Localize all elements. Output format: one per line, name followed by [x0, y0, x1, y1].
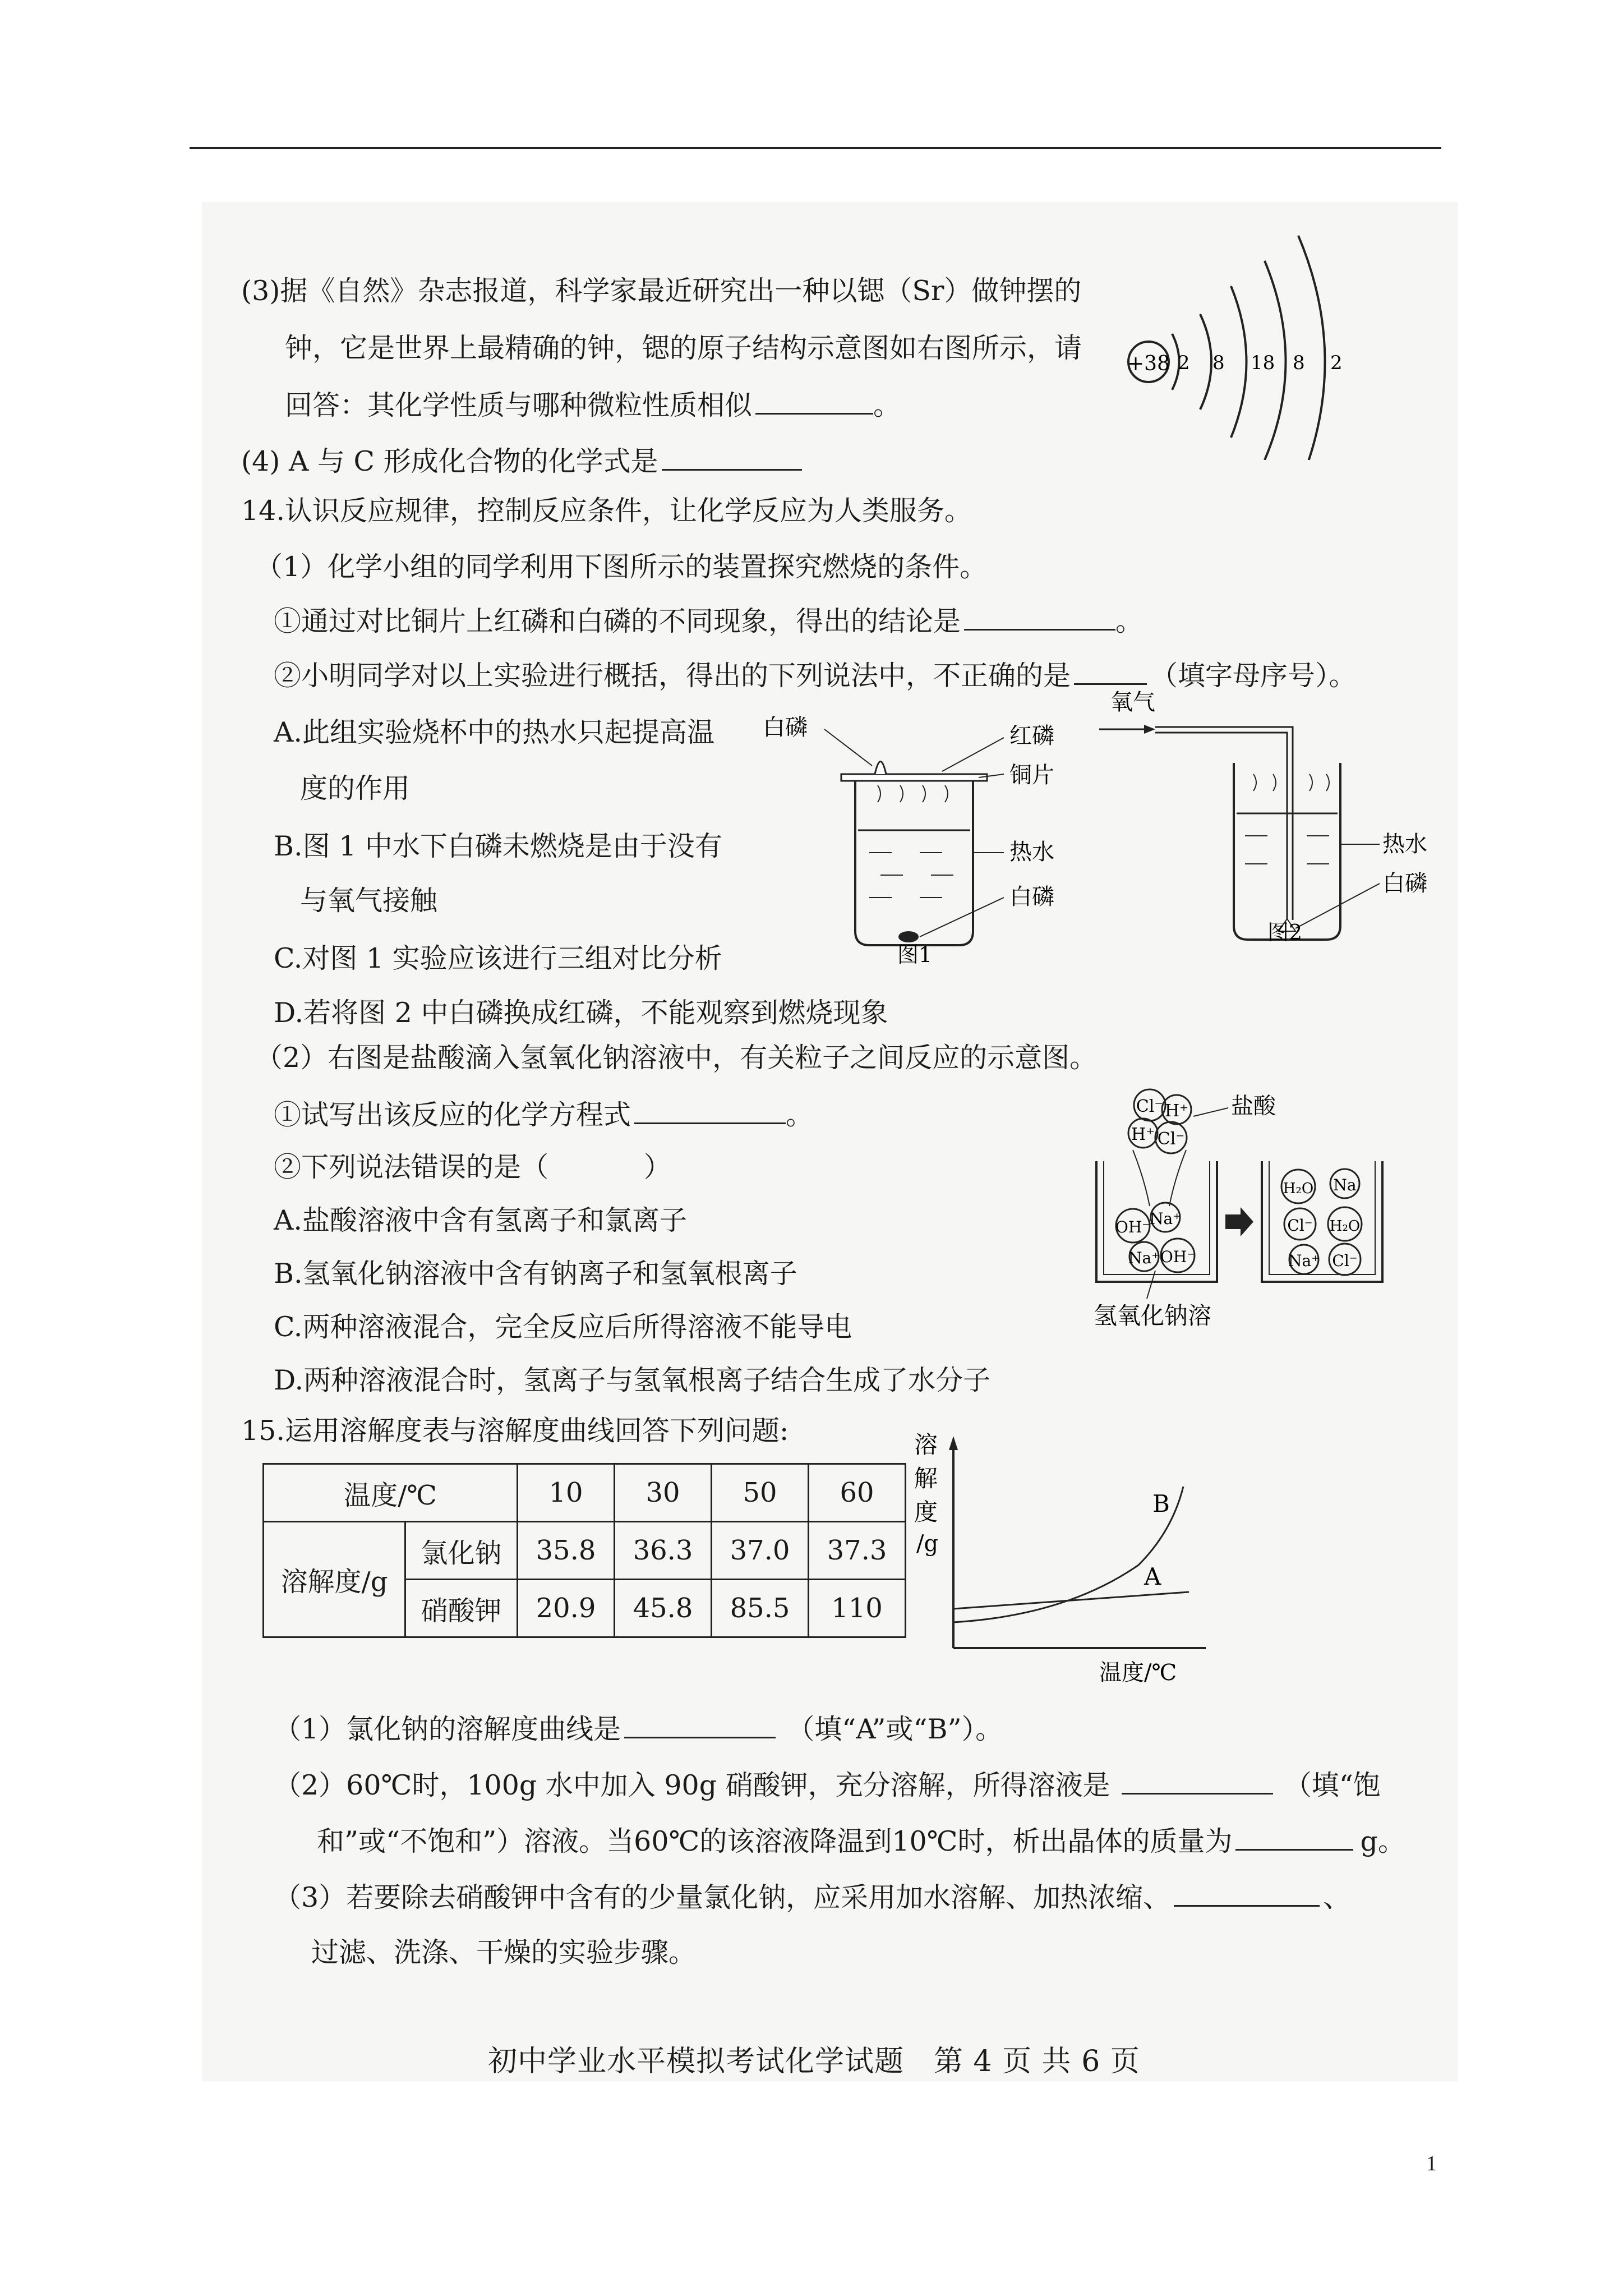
nucleus-charge: +38 — [1127, 352, 1170, 375]
answer-blank[interactable] — [1122, 1767, 1273, 1795]
ion-reaction-diagram — [1094, 1077, 1408, 1346]
q14-p2-intro: （2）右图是盐酸滴入氢氧化钠溶液中，有关粒子之间反应的示意图。 — [255, 1042, 1098, 1074]
answer-blank[interactable] — [634, 1097, 786, 1124]
page-number: 1 — [1426, 2152, 1437, 2175]
table-substance: 氯化钠 — [405, 1522, 518, 1580]
y-axis-arrow-icon — [949, 1436, 958, 1450]
ion-na: Na⁺ — [1128, 1249, 1160, 1267]
table-temp: 30 — [615, 1464, 712, 1522]
q14-p2-option-d: D.两种溶液混合时，氢离子与氢氧根离子结合生成了水分子 — [274, 1364, 991, 1396]
q14-option-c: C.对图 1 实验应该进行三组对比分析 — [274, 942, 722, 974]
molecule-h2o: H₂O — [1283, 1180, 1314, 1197]
ion-na-top: Na — [1333, 1176, 1357, 1194]
chart-ylabel-char: /g — [916, 1531, 939, 1557]
label-red-phosphorus: 红磷 — [1009, 723, 1054, 749]
figure-1-apparatus — [757, 696, 1071, 965]
label-oxygen: 氧气 — [1110, 689, 1155, 715]
figure-1-caption: 图1 — [897, 942, 933, 965]
q13-p4: (4) A 与 C 形成化合物的化学式是 — [241, 443, 802, 479]
q14-p2-q1: ①试写出该反应的化学方程式 。 — [274, 1097, 813, 1133]
q13-p3-line3: 回答：其化学性质与哪种微粒性质相似 。 — [285, 387, 901, 423]
label-sodium-hydroxide: 氢氧化钠溶 — [1094, 1302, 1212, 1329]
shell-4-count: 8 — [1293, 352, 1305, 374]
molecule-h2o: H₂O — [1329, 1218, 1361, 1235]
q15-p3-line1: （3）若要除去硝酸钾中含有的少量氯化钠，应采用加水溶解、加热浓缩、 、 — [274, 1879, 1350, 1915]
table-substance: 硝酸钾 — [405, 1580, 518, 1637]
answer-blank[interactable] — [964, 603, 1115, 631]
reaction-arrow-icon — [1225, 1207, 1253, 1236]
table-cell: 110 — [809, 1580, 906, 1637]
ion-cl: Cl⁻ — [1136, 1097, 1164, 1116]
q13-p3-line1: (3)据《自然》杂志报道，科学家最近研究出一种以锶（Sr）做钟摆的 — [241, 275, 1082, 307]
table-header-temp: 温度/℃ — [264, 1464, 518, 1522]
curve-a — [953, 1592, 1189, 1609]
table-cell: 37.3 — [809, 1522, 906, 1580]
beaker-right — [1262, 1161, 1382, 1282]
solubility-table — [262, 1463, 906, 1638]
table-temp: 10 — [518, 1464, 615, 1522]
shell-3-count: 18 — [1251, 352, 1275, 374]
white-phosphorus-underwater — [898, 931, 919, 942]
ion-oh: OH⁻ — [1160, 1248, 1196, 1266]
ion-h: H⁺ — [1165, 1101, 1188, 1121]
copper-plate — [841, 774, 987, 781]
table-cell: 85.5 — [712, 1580, 809, 1637]
label-hydrochloric-acid: 盐酸 — [1231, 1093, 1276, 1119]
table-row-label: 溶解度/g — [264, 1522, 405, 1637]
q14-option-b-line1: B.图 1 中水下白磷未燃烧是由于没有 — [274, 830, 722, 862]
table-cell: 45.8 — [615, 1580, 712, 1637]
q14-option-d: D.若将图 2 中白磷换成红磷，不能观察到燃烧现象 — [274, 997, 888, 1029]
curve-b-label: B — [1152, 1490, 1170, 1517]
q14-p1-intro: （1）化学小组的同学利用下图所示的装置探究燃烧的条件。 — [255, 551, 988, 583]
q15-p2-line2: 和”或“不饱和”）溶液。当60℃的该溶液降温到10℃时，析出晶体的质量为 g。 — [317, 1823, 1405, 1859]
ion-cl: Cl⁻ — [1332, 1251, 1358, 1270]
answer-blank[interactable] — [662, 443, 802, 471]
answer-blank[interactable] — [1074, 657, 1147, 685]
shell-2-count: 8 — [1212, 352, 1225, 374]
q14-p1-q2: ②小明同学对以上实验进行概括，得出的下列说法中，不正确的是 （填字母序号）。 — [274, 657, 1357, 693]
strontium-atom-diagram — [1110, 224, 1357, 460]
table-cell: 37.0 — [712, 1522, 809, 1580]
q14-p2-option-a: A.盐酸溶液中含有氢离子和氯离子 — [274, 1204, 687, 1236]
curve-b — [953, 1487, 1183, 1622]
ion-cl: Cl⁻ — [1287, 1216, 1313, 1235]
ion-oh: OH⁻ — [1115, 1218, 1151, 1236]
curve-a-label: A — [1144, 1563, 1161, 1590]
q14-p2-option-b: B.氢氧化钠溶液中含有钠离子和氢氧根离子 — [274, 1258, 797, 1290]
answer-blank[interactable] — [1235, 1823, 1353, 1851]
q15-p2-line1: （2）60℃时，100g 水中加入 90g 硝酸钾，充分溶解，所得溶液是 （填“饱 — [274, 1767, 1381, 1803]
flame-icon — [875, 762, 886, 775]
table-temp: 60 — [809, 1464, 906, 1522]
chart-xlabel: 温度/℃ — [1099, 1660, 1177, 1686]
ion-na: Na⁺ — [1150, 1209, 1181, 1228]
solubility-curve-chart — [909, 1425, 1223, 1688]
label-white-phosphorus-top: 白磷 — [763, 715, 808, 740]
q14-p2-q2: ②下列说法错误的是（ ） — [274, 1151, 672, 1183]
page-footer: 初中学业水平模拟考试化学试题 第 4 页 共 6 页 — [488, 2045, 1140, 2078]
table-temp: 50 — [712, 1464, 809, 1522]
ion-na: Na⁺ — [1288, 1251, 1320, 1270]
chart-ylabel-char: 溶 — [914, 1431, 938, 1458]
label-hot-water: 热水 — [1009, 839, 1054, 865]
q14-stem: 14.认识反应规律，控制反应条件，让化学反应为人类服务。 — [241, 495, 972, 527]
q14-p2-option-c: C.两种溶液混合，完全反应后所得溶液不能导电 — [274, 1311, 852, 1343]
figure-2-apparatus — [1099, 684, 1436, 954]
oxygen-tube — [1155, 727, 1293, 920]
table-cell: 35.8 — [518, 1522, 615, 1580]
q14-option-b-line2: 与氧气接触 — [300, 885, 438, 917]
shell-1-count: 2 — [1178, 352, 1190, 374]
ion-h: H⁺ — [1131, 1125, 1155, 1144]
q14-option-a-line2: 度的作用 — [300, 772, 411, 804]
q14-option-a-line1: A.此组实验烧杯中的热水只起提高温 — [274, 716, 714, 748]
ion-cl: Cl⁻ — [1157, 1129, 1185, 1149]
table-cell: 36.3 — [615, 1522, 712, 1580]
label-white-phosphorus: 白磷 — [1382, 871, 1427, 896]
q15-stem: 15.运用溶解度表与溶解度曲线回答下列问题: — [241, 1415, 789, 1447]
q13-p3-line2: 钟，它是世界上最精确的钟，锶的原子结构示意图如右图所示，请 — [285, 332, 1082, 364]
label-white-phosphorus-bottom: 白磷 — [1009, 884, 1054, 910]
label-copper-plate: 铜片 — [1009, 762, 1054, 788]
answer-blank[interactable] — [1174, 1879, 1320, 1907]
q15-p3-line2: 过滤、洗涤、干燥的实验步骤。 — [311, 1936, 697, 1968]
oxygen-arrow-icon — [1144, 725, 1155, 734]
table-cell: 20.9 — [518, 1580, 615, 1637]
label-hot-water: 热水 — [1382, 831, 1427, 857]
q15-p1: （1）氯化钠的溶解度曲线是 （填“A”或“B”）。 — [274, 1711, 1003, 1747]
chart-ylabel-char: 解 — [914, 1465, 938, 1492]
header-rule — [190, 147, 1441, 149]
q14-p1-q1: ①通过对比铜片上红磷和白磷的不同现象，得出的结论是 。 — [274, 603, 1143, 639]
answer-blank[interactable] — [624, 1711, 776, 1738]
answer-blank[interactable] — [755, 387, 873, 415]
figure-2-caption: 图2 — [1267, 920, 1303, 945]
shell-5-count: 2 — [1330, 352, 1343, 374]
chart-ylabel-char: 度 — [914, 1498, 938, 1526]
